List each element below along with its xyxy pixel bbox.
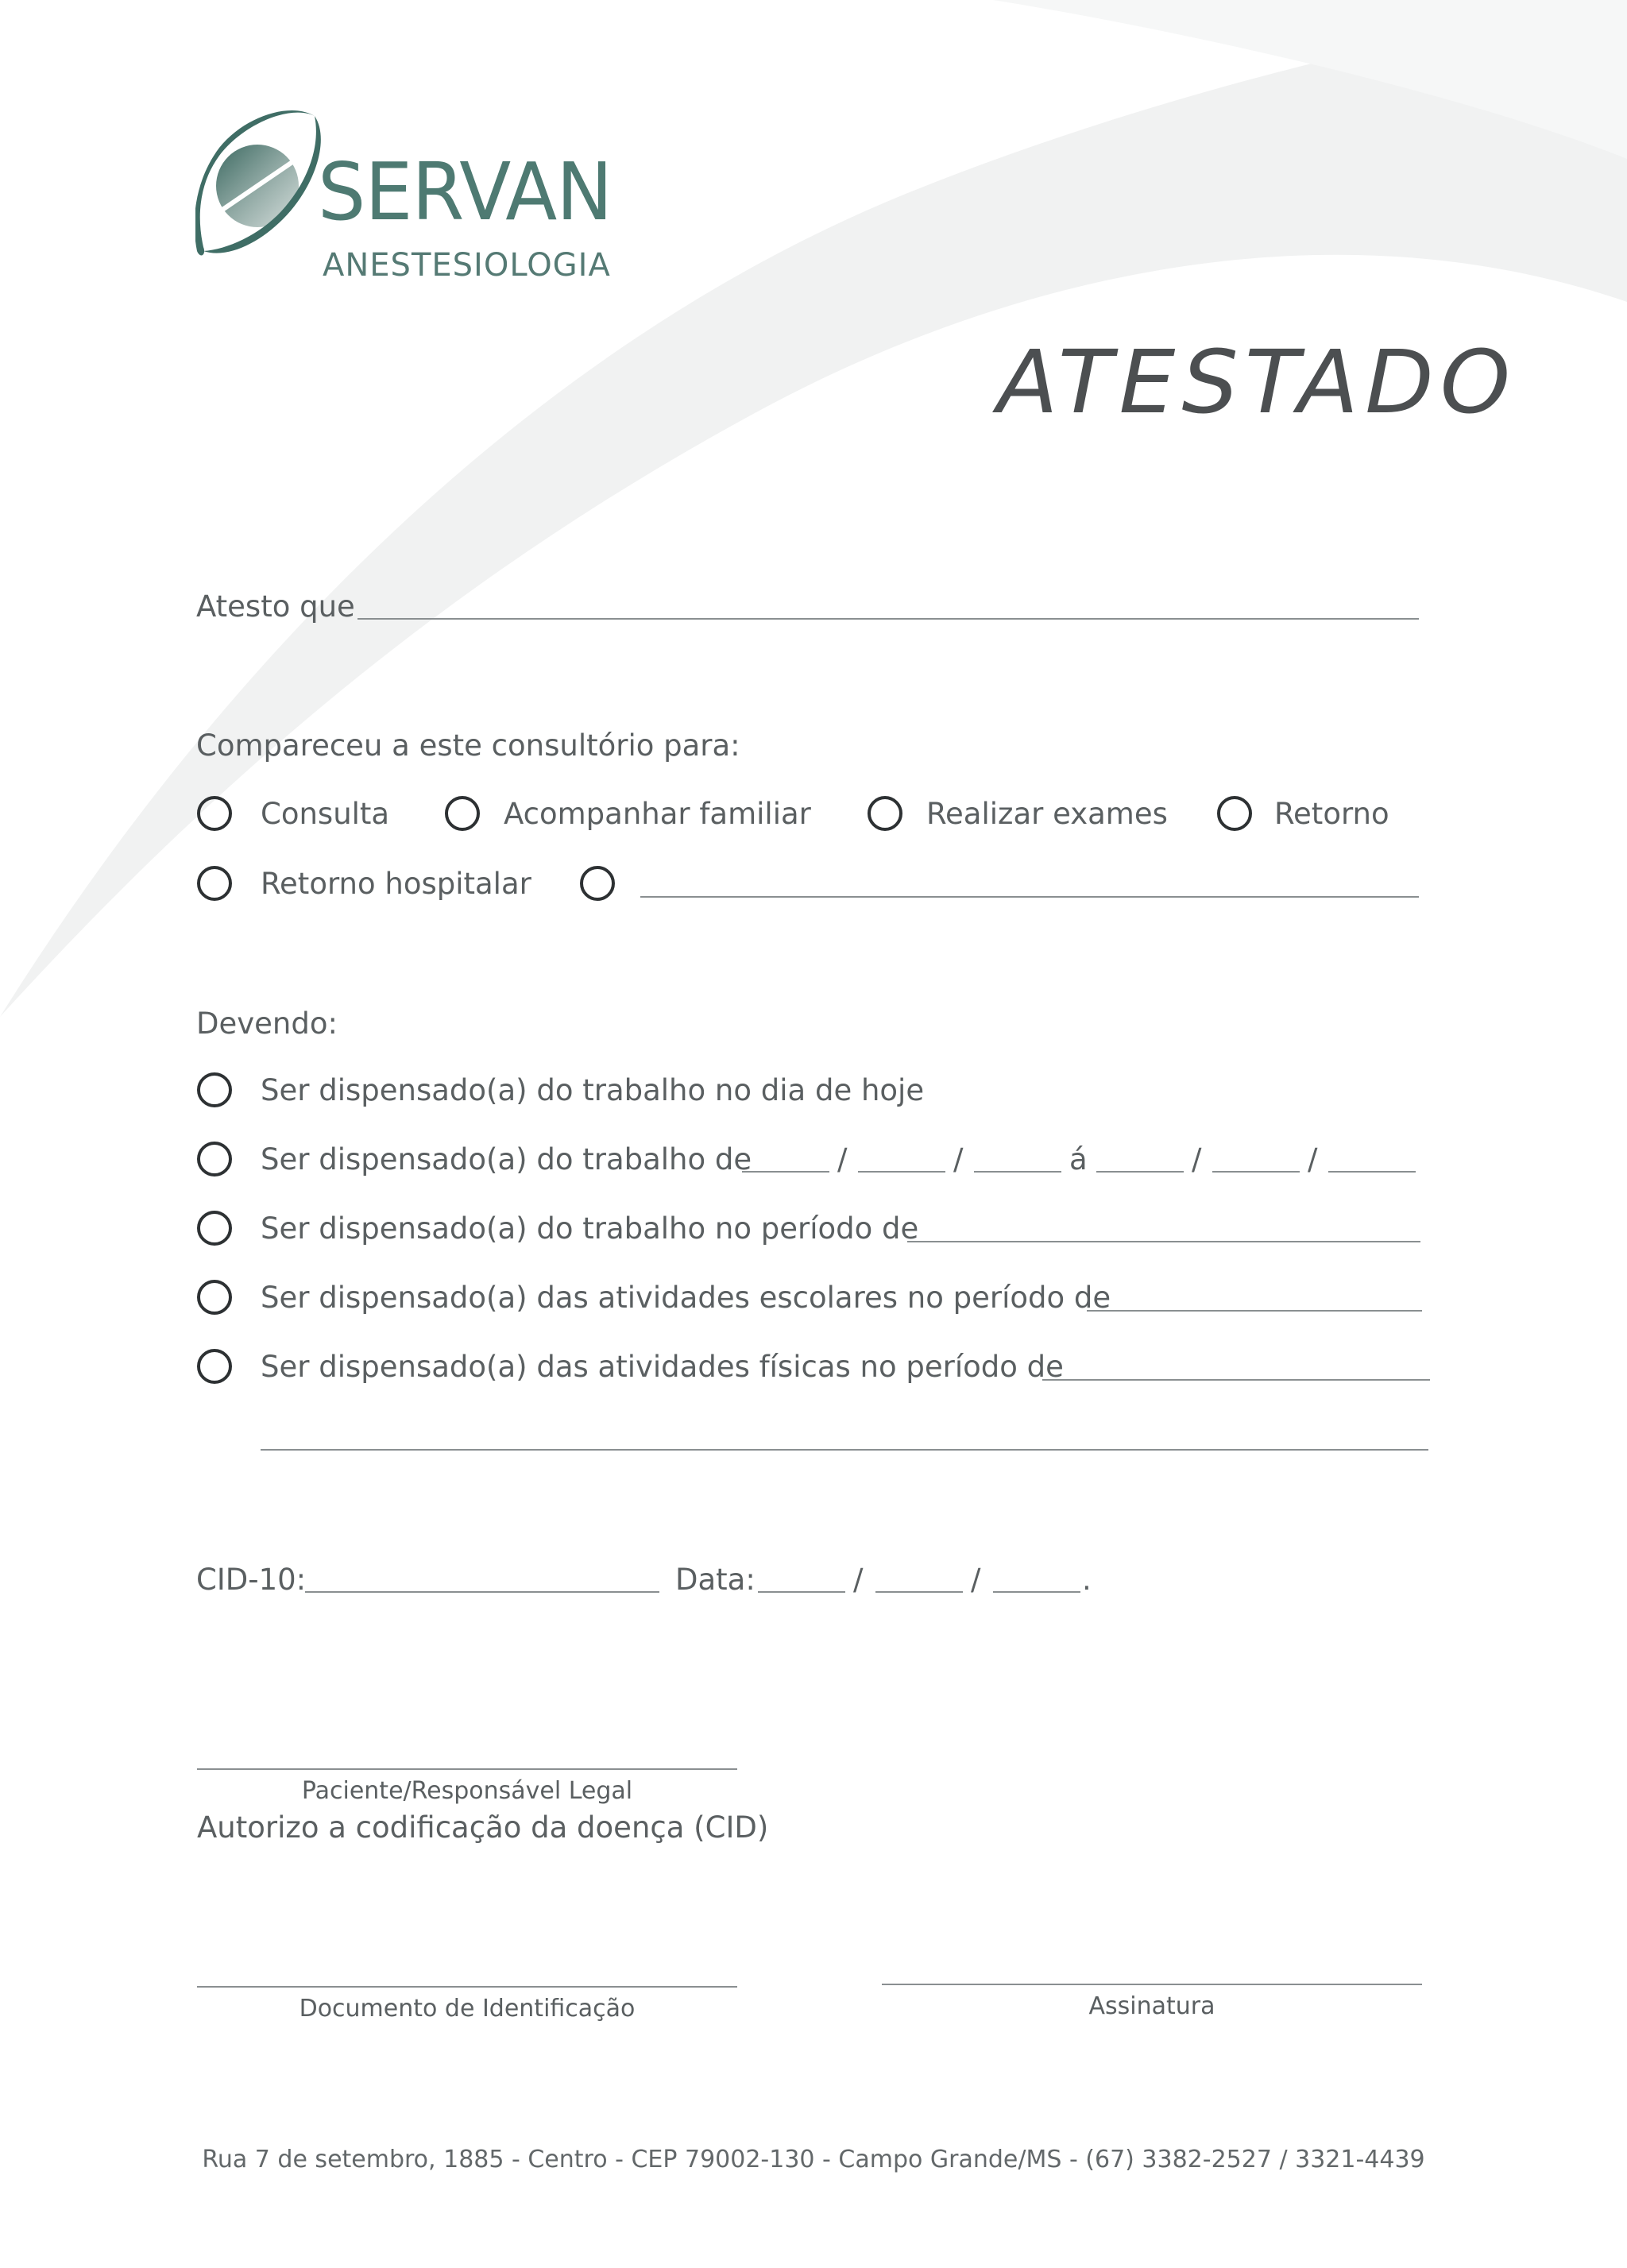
date-to-month-line[interactable] — [1212, 1171, 1300, 1173]
date-sep: / — [1308, 1142, 1318, 1177]
dispensa-hoje-label: Ser dispensado(a) do trabalho no dia de hoje — [261, 1073, 925, 1107]
periodo-escolar-line[interactable] — [1087, 1310, 1422, 1312]
date-sep: / — [953, 1142, 964, 1177]
radio-retorno[interactable] — [1217, 796, 1252, 831]
radio-label-retorno: Retorno — [1274, 797, 1389, 831]
radio-outro[interactable] — [580, 866, 615, 901]
assinatura-signature-line[interactable] — [882, 1984, 1422, 1985]
radio-consulta[interactable] — [197, 796, 232, 831]
date-from-day-line[interactable] — [742, 1171, 829, 1173]
cid-label: CID-10: — [196, 1563, 307, 1597]
autorizo-label: Autorizo a codificação da doença (CID) — [197, 1810, 769, 1845]
atesto-label: Atesto que — [196, 589, 355, 624]
outro-motivo-line[interactable] — [640, 896, 1419, 898]
footer-address: Rua 7 de setembro, 1885 - Centro - CEP 79002-130 - Campo Grande/MS - (67) 3382-2527 / 3321-4439 — [202, 2146, 1425, 2173]
document-title: ATESTADO — [997, 331, 1517, 433]
date-connector: á — [1069, 1142, 1088, 1177]
devendo-label: Devendo: — [196, 1006, 338, 1041]
radio-realizar-exames[interactable] — [868, 796, 902, 831]
periodo-trabalho-line[interactable] — [907, 1241, 1420, 1242]
periodo-fisicas-line[interactable] — [1042, 1379, 1430, 1381]
radio-dispensa-hoje[interactable] — [197, 1072, 232, 1107]
cid-line[interactable] — [305, 1591, 659, 1593]
paciente-label: Paciente/Responsável Legal — [301, 1777, 633, 1805]
radio-label-acompanhar-familiar: Acompanhar familiar — [504, 797, 811, 831]
brand-name: SERVAN — [318, 145, 613, 238]
documento-signature-line[interactable] — [197, 1986, 737, 1988]
compareceu-label: Compareceu a este consultório para: — [196, 728, 740, 763]
observacoes-line[interactable] — [261, 1449, 1428, 1451]
date-sep: / — [853, 1563, 864, 1597]
paciente-signature-line[interactable] — [197, 1768, 737, 1770]
data-year-line[interactable] — [993, 1591, 1080, 1593]
documento-label: Documento de Identificação — [299, 1995, 636, 2023]
dispensa-escolares-label: Ser dispensado(a) das atividades escolares no período de — [261, 1281, 1111, 1315]
dispensa-periodo-label: Ser dispensado(a) do trabalho no período de — [261, 1211, 919, 1246]
data-label: Data: — [675, 1563, 756, 1597]
dispensa-fisicas-label: Ser dispensado(a) das atividades físicas no período de — [261, 1350, 1064, 1384]
radio-dispensa-escolares[interactable] — [197, 1280, 232, 1315]
date-period: . — [1082, 1563, 1092, 1597]
data-month-line[interactable] — [875, 1591, 963, 1593]
date-sep: / — [1192, 1142, 1202, 1177]
radio-dispensa-datas[interactable] — [197, 1142, 232, 1177]
atesto-name-line[interactable] — [357, 618, 1419, 620]
date-from-month-line[interactable] — [858, 1171, 945, 1173]
brand-logo — [195, 108, 624, 283]
radio-retorno-hospitalar[interactable] — [197, 866, 232, 901]
radio-label-realizar-exames: Realizar exames — [926, 797, 1168, 831]
radio-acompanhar-familiar[interactable] — [445, 796, 480, 831]
date-sep: / — [971, 1563, 981, 1597]
date-to-year-line[interactable] — [1328, 1171, 1416, 1173]
radio-label-retorno-hospitalar: Retorno hospitalar — [261, 867, 531, 901]
data-day-line[interactable] — [758, 1591, 845, 1593]
date-to-day-line[interactable] — [1096, 1171, 1184, 1173]
dispensa-datas-label: Ser dispensado(a) do trabalho de — [261, 1142, 752, 1177]
date-from-year-line[interactable] — [974, 1171, 1061, 1173]
logo-emblem-icon — [195, 108, 323, 267]
radio-dispensa-fisicas[interactable] — [197, 1349, 232, 1384]
radio-label-consulta: Consulta — [261, 797, 390, 831]
date-sep: / — [837, 1142, 848, 1177]
brand-subtitle: ANESTESIOLOGIA — [323, 247, 611, 284]
radio-dispensa-periodo[interactable] — [197, 1211, 232, 1246]
assinatura-label: Assinatura — [1088, 1992, 1215, 2020]
